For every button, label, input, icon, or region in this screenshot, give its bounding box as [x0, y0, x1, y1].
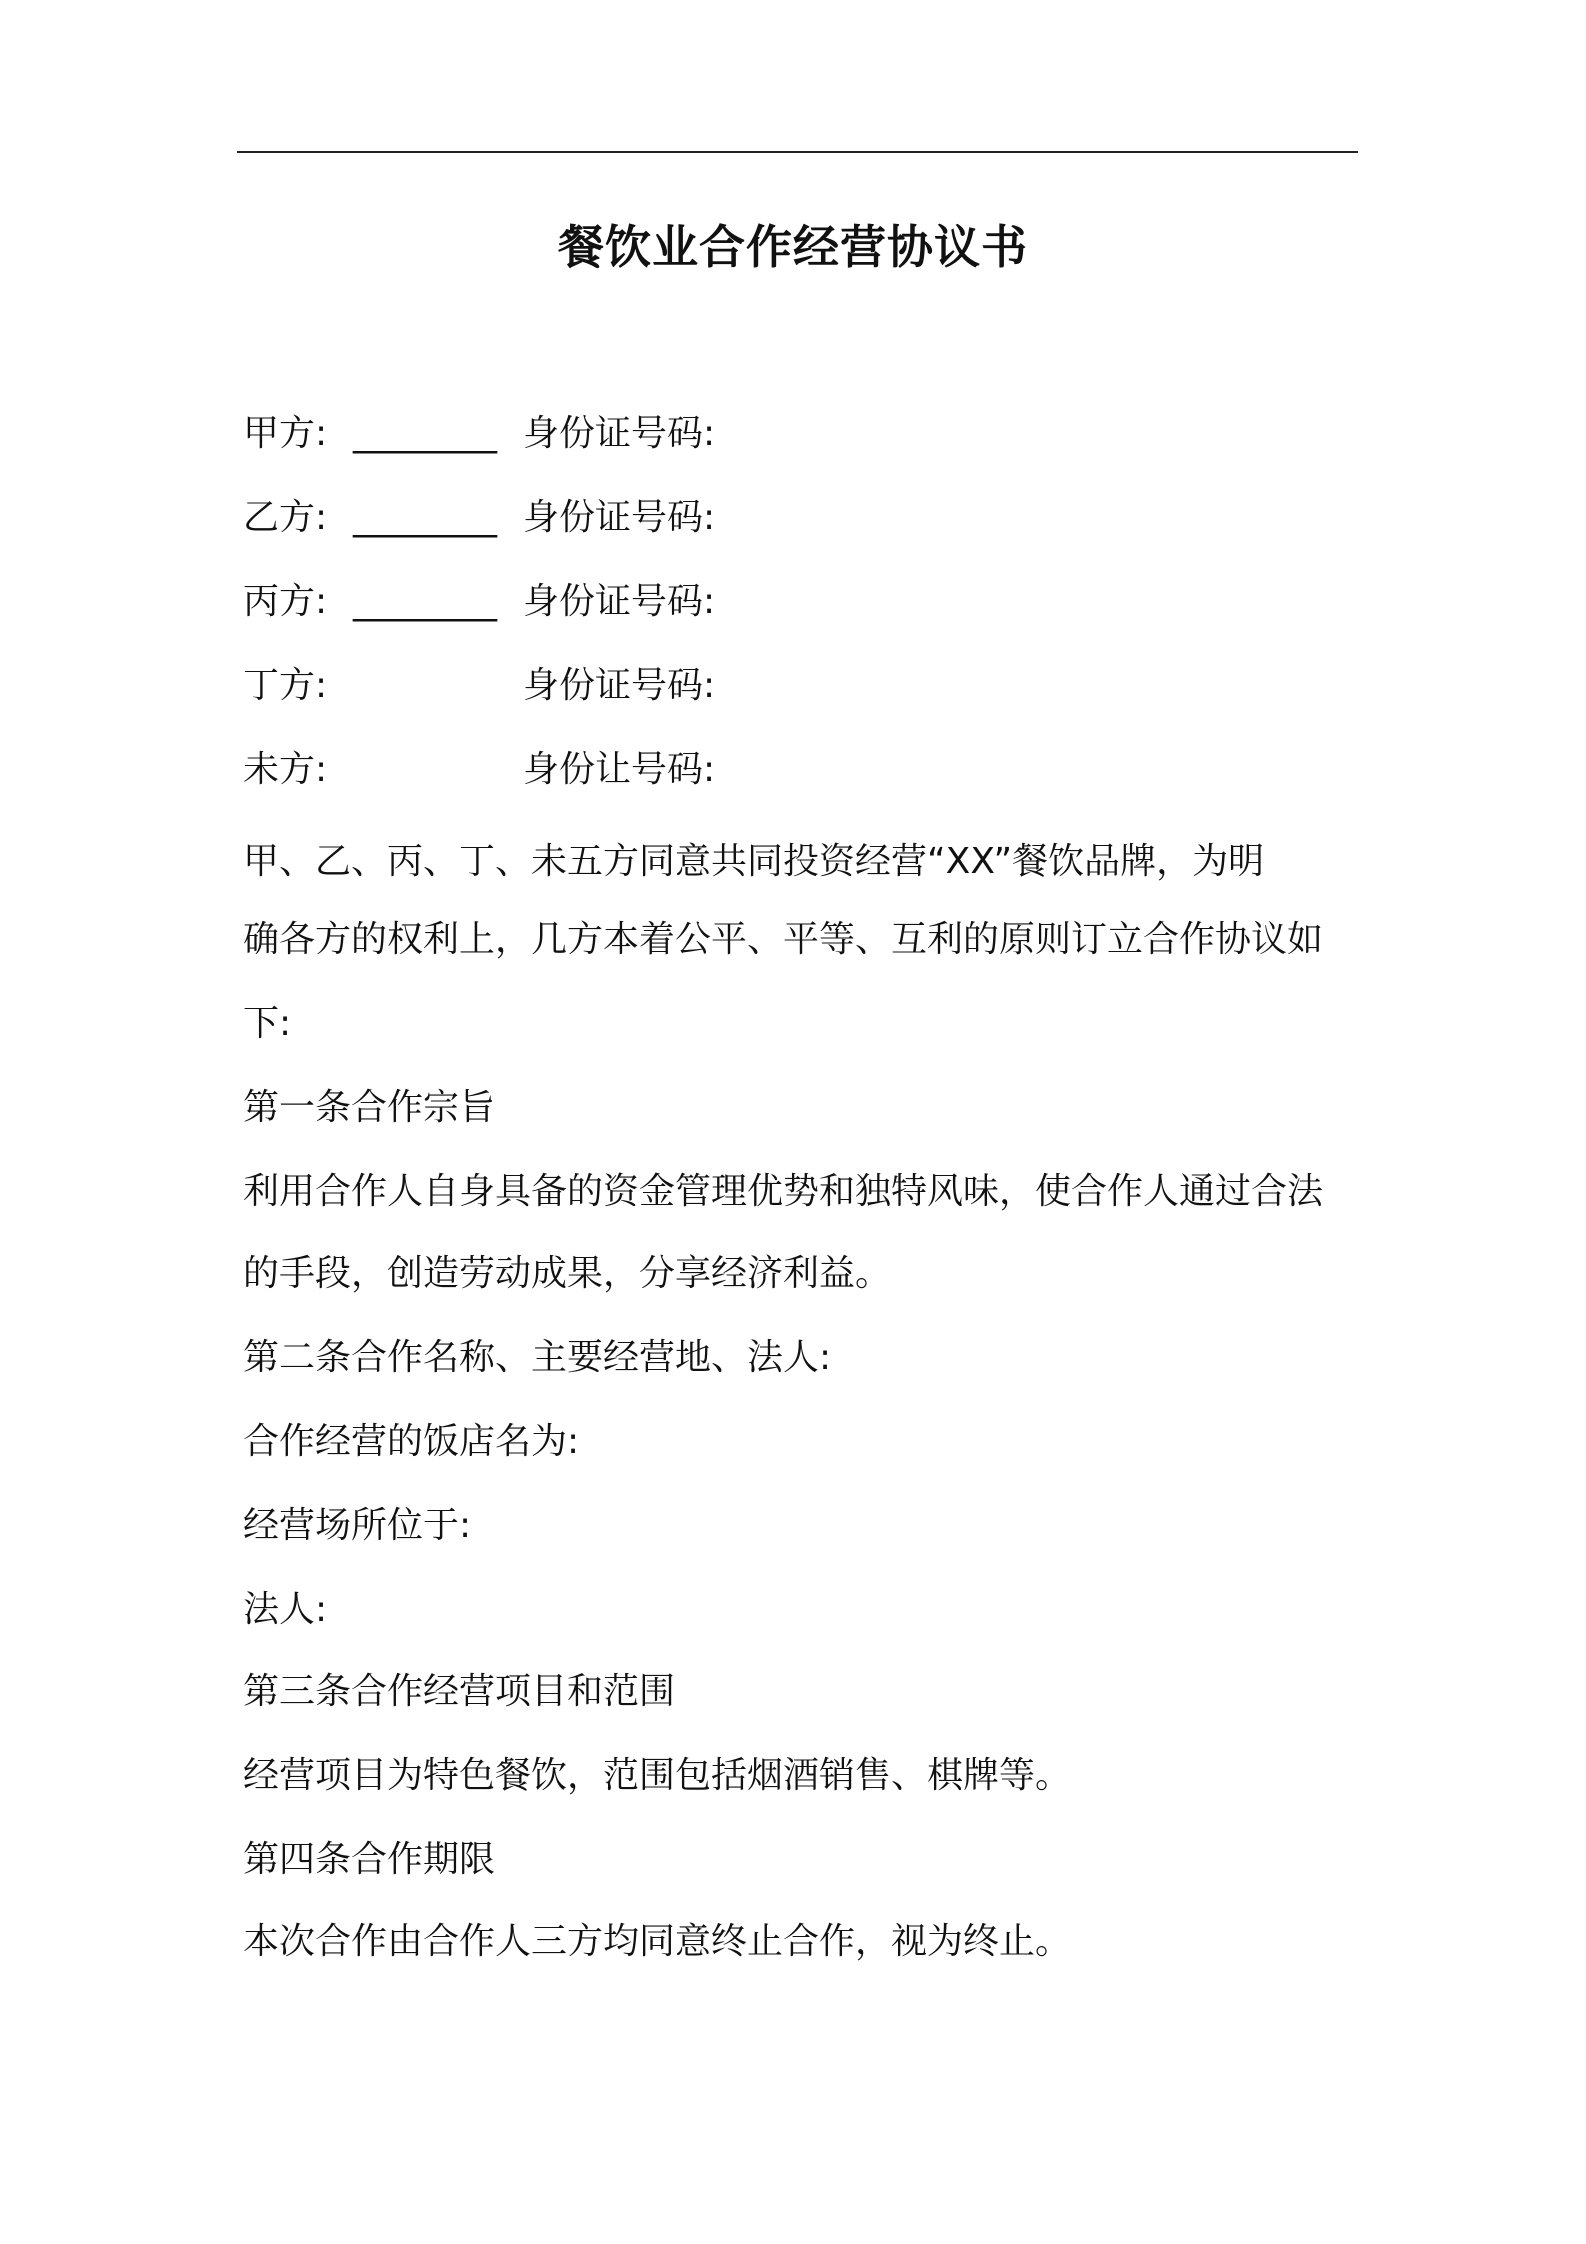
- party-label: 甲方:: [243, 413, 328, 454]
- preamble-line: 下:: [243, 1003, 292, 1044]
- article3-text: 经营项目为特色餐饮，范围包括烟酒销售、棋牌等。: [243, 1755, 1072, 1796]
- location-label: 经营场所位于:: [243, 1505, 472, 1546]
- article4-text: 本次合作由合作人三方均同意终止合作，视为终止。: [243, 1921, 1072, 1962]
- article1-heading: 第一条合作宗旨: [243, 1087, 496, 1128]
- document-title: 餐饮业合作经营协议书: [558, 220, 1028, 274]
- preamble-line: 甲、乙、丙、丁、未五方同意共同投资经营“XX”餐饮品牌，为明: [243, 841, 1265, 882]
- id-number-label: 身份证号码:: [523, 413, 716, 454]
- party-label: 乙方:: [243, 497, 328, 538]
- party-label: 丙方:: [243, 581, 328, 622]
- party-line-jia: [243, 410, 715, 458]
- preamble-line: 确各方的权利上，几方本着公平、平等、互利的原则订立合作协议如: [243, 919, 1324, 960]
- article1-text-line: 利用合作人自身具备的资金管理优势和独特风味，使合作人通过合法: [243, 1171, 1324, 1212]
- party-line-yi: [243, 494, 715, 542]
- article4-heading: 第四条合作期限: [243, 1839, 496, 1880]
- party-line-wei: [243, 746, 715, 794]
- party-line-ding: [243, 662, 715, 710]
- party-line-bing: [243, 578, 715, 626]
- party-name-blank: ________: [353, 497, 497, 538]
- article3-heading: 第三条合作经营项目和范围: [243, 1671, 676, 1712]
- party-label: 丁方:: [243, 665, 328, 706]
- party-name-blank: ________: [353, 413, 497, 454]
- id-number-label: 身份证号码:: [523, 497, 716, 538]
- restaurant-name-label: 合作经营的饭店名为:: [243, 1421, 580, 1462]
- legal-person-label: 法人:: [243, 1589, 328, 1630]
- party-label: 未方:: [243, 749, 328, 790]
- id-number-label: 身份证号码:: [523, 581, 716, 622]
- id-number-label: 身份证号码:: [523, 665, 716, 706]
- article1-text-line: 的手段，创造劳动成果，分享经济利益。: [243, 1253, 892, 1294]
- header-rule: [237, 151, 1358, 153]
- article2-heading: 第二条合作名称、主要经营地、法人:: [243, 1337, 832, 1378]
- party-name-blank: ________: [353, 581, 497, 622]
- id-number-label: 身份让号码:: [523, 749, 716, 790]
